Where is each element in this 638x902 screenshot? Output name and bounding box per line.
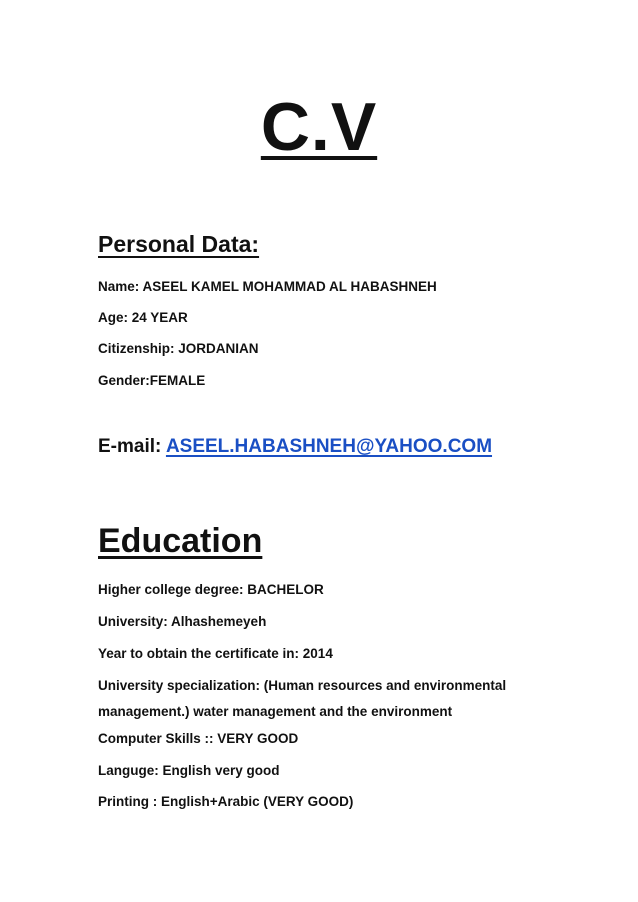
age-line: Age: 24 YEAR	[98, 310, 188, 325]
university-line: University: Alhashemeyeh	[98, 614, 267, 629]
computer-skills-line: Computer Skills :: VERY GOOD	[98, 731, 299, 746]
education-heading: Education	[98, 522, 263, 560]
citizenship-line: Citizenship: JORDANIAN	[98, 341, 259, 356]
degree-line: Higher college degree: BACHELOR	[98, 582, 324, 597]
language-line: Languge: English very good	[98, 763, 280, 778]
email-link[interactable]: ASEEL.HABASHNEH@YAHOO.COM	[165, 436, 493, 457]
personal-data-heading: Personal Data:	[98, 231, 260, 257]
email-label: E-mail:	[98, 436, 162, 457]
specialization-line: University specialization: (Human resources and environmental management.) water management and the environment	[98, 678, 507, 719]
name-line: Name: ASEEL KAMEL MOHAMMAD AL HABASHNEH	[98, 279, 437, 294]
year-line: Year to obtain the certificate in: 2014	[98, 646, 333, 661]
gender-line: Gender:FEMALE	[98, 373, 206, 388]
page-title: C.V	[260, 89, 378, 165]
email-row	[98, 433, 492, 461]
printing-line: Printing : English+Arabic (VERY GOOD)	[98, 794, 354, 809]
